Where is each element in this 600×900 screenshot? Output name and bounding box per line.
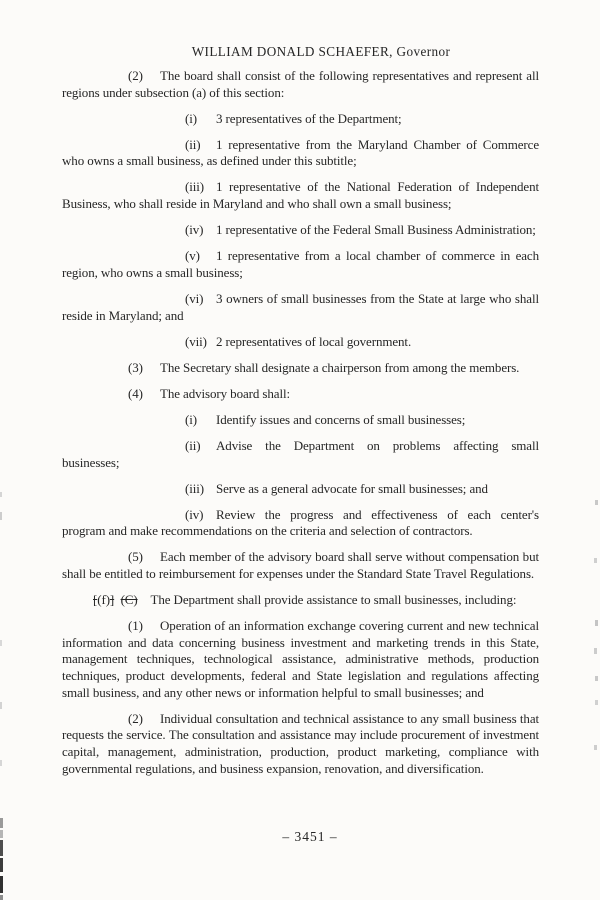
scan-artifact bbox=[0, 818, 3, 828]
scan-artifact bbox=[594, 648, 597, 654]
clause-text: 1 representative of the National Federation of Independent Business, who shall reside in Maryland and who shall own a small business; bbox=[62, 179, 539, 212]
paragraph bbox=[62, 618, 539, 701]
page-number: – 3451 – bbox=[282, 829, 338, 844]
scan-artifact bbox=[0, 640, 2, 646]
clause-label: (vi) bbox=[185, 290, 204, 306]
clause-text bbox=[138, 592, 151, 607]
scan-artifact bbox=[0, 840, 3, 856]
clause-text: (f) bbox=[97, 592, 110, 608]
clause-label: (ii) bbox=[185, 438, 201, 453]
scan-artifact bbox=[0, 512, 2, 520]
clause-label: (5) bbox=[128, 549, 143, 565]
scan-artifact bbox=[595, 676, 598, 681]
clause-text: 1 representative from the Maryland Chamber of Commerce who owns a small business, as defined under this subtitle; bbox=[62, 136, 539, 169]
paragraph bbox=[62, 507, 539, 540]
clause-text: Operation of an information exchange covering current and new technical information and data concerning business investment and marketing trends in this State, management techniques, technological assistance, administrative methods, production techniques, product developments, federal and State legislation and regulations affecting small business, and any other news or information helpful to small businesses; and bbox=[62, 618, 539, 700]
scan-artifact bbox=[595, 620, 598, 626]
paragraph bbox=[62, 481, 539, 498]
clause-text: The advisory board shall: bbox=[160, 385, 290, 401]
paragraph bbox=[62, 386, 539, 403]
clause-text: 1 representative of the Federal Small Business Administration; bbox=[216, 222, 536, 238]
scan-artifact bbox=[595, 500, 598, 505]
scan-artifact bbox=[0, 876, 3, 893]
clause-label: (iv) bbox=[185, 222, 204, 238]
clause-text: 3 representatives of the Department; bbox=[216, 110, 402, 126]
clause-label: (ii) bbox=[185, 136, 201, 152]
clause-text: Review the progress and effectiveness of each center's program and make recommendations on the criteria and selection of contractors. bbox=[62, 506, 539, 539]
clause-label: (iii) bbox=[185, 480, 204, 496]
clause-text: 1 representative from a local chamber of commerce in each region, who owns a small business; bbox=[62, 248, 539, 280]
scan-artifact bbox=[0, 830, 3, 838]
page-header: WILLIAM DONALD SCHAEFER, Governor bbox=[191, 44, 451, 59]
paragraph bbox=[62, 222, 539, 239]
paragraph bbox=[62, 179, 539, 212]
scan-artifact bbox=[0, 858, 3, 872]
clause-label: (iii) bbox=[185, 179, 204, 195]
paragraph bbox=[62, 68, 539, 101]
paragraph bbox=[62, 137, 539, 170]
paragraph bbox=[62, 291, 539, 324]
scan-artifact bbox=[0, 492, 2, 497]
clause-text: 3 owners of small businesses from the State at large who shall reside in Maryland; and bbox=[62, 290, 539, 323]
paragraph bbox=[62, 592, 539, 609]
clause-label: (2) bbox=[128, 710, 143, 726]
struck-text: ] bbox=[109, 592, 115, 608]
scan-artifact bbox=[0, 895, 3, 900]
clause-text: Each member of the advisory board shall serve without compensation but shall be entitled to reimbursement for expenses under the Standard State Travel Regulations. bbox=[62, 549, 539, 582]
paragraph bbox=[62, 248, 539, 281]
clause-text: Identify issues and concerns of small businesses; bbox=[216, 411, 466, 427]
clause-text: Serve as a general advocate for small businesses; and bbox=[216, 480, 488, 496]
clause-label: (i) bbox=[185, 411, 197, 427]
clause-text: The Department shall provide assistance to small businesses, including: bbox=[150, 592, 517, 608]
clause-text: The board shall consist of the following representatives and represent all regions under subsection (a) of this section: bbox=[62, 68, 539, 100]
document-body bbox=[62, 68, 539, 787]
scan-artifact bbox=[595, 700, 598, 705]
scan-artifact bbox=[594, 745, 597, 750]
clause-label: (2) bbox=[128, 68, 143, 83]
paragraph bbox=[62, 412, 539, 429]
scan-artifact bbox=[0, 702, 2, 709]
paragraph bbox=[62, 438, 539, 471]
clause-label: (i) bbox=[185, 110, 197, 126]
paragraph bbox=[62, 111, 539, 128]
paragraph bbox=[62, 334, 539, 351]
clause-text: Individual consultation and technical assistance to any small business that requests the service. The consultation and assistance may include procurement of investment capital, management, administration, production, product marketing, compliance with governmental regulations, and business expansion, renovation, and diversification. bbox=[62, 710, 539, 776]
paragraph bbox=[62, 711, 539, 777]
clause-label: (3) bbox=[128, 359, 143, 375]
struck-text: [ bbox=[93, 592, 98, 608]
paragraph bbox=[62, 360, 539, 377]
clause-text: The Secretary shall designate a chairperson from among the members. bbox=[160, 359, 520, 375]
scan-artifact bbox=[0, 760, 2, 766]
clause-label: (iv) bbox=[185, 506, 204, 522]
clause-label: (1) bbox=[128, 618, 143, 634]
clause-label: (v) bbox=[185, 248, 200, 264]
clause-text: 2 representatives of local government. bbox=[216, 333, 412, 349]
clause-text: Advise the Department on problems affecting small businesses; bbox=[62, 438, 539, 470]
paragraph bbox=[62, 549, 539, 582]
scan-artifact bbox=[594, 558, 597, 563]
clause-label: (4) bbox=[128, 385, 143, 401]
clause-label: (vii) bbox=[185, 333, 207, 349]
struck-text: (C) bbox=[120, 592, 138, 608]
